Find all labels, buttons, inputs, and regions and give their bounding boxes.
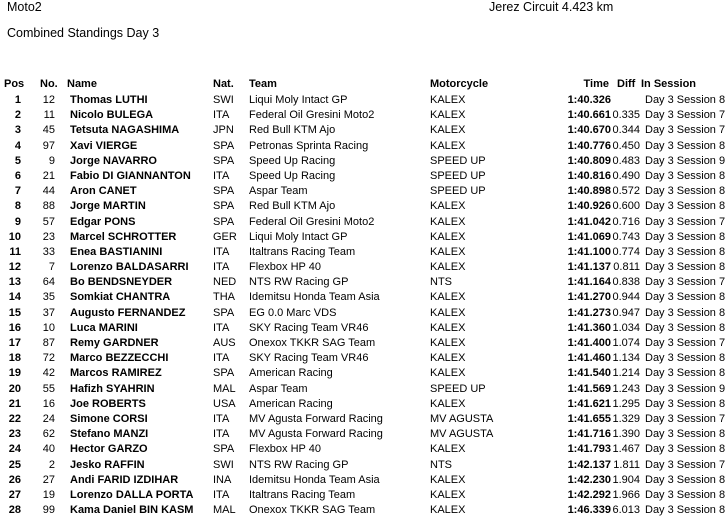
cell-time: 1:41.569	[567, 382, 611, 395]
cell-session: Day 3 Session 9	[645, 154, 726, 167]
cell-diff: 0.743	[612, 230, 640, 243]
cell-pos: 16	[8, 321, 21, 334]
cell-pos: 20	[8, 382, 21, 395]
cell-motorcycle: KALEX	[430, 124, 466, 137]
cell-no: 35	[42, 291, 55, 304]
cell-pos: 26	[8, 473, 21, 486]
table-row	[0, 290, 728, 305]
cell-team: Italtrans Racing Team	[249, 245, 356, 258]
table-row	[0, 275, 728, 290]
cell-no: 27	[42, 473, 55, 486]
cell-session: Day 3 Session 8	[645, 443, 726, 456]
cell-time: 1:42.137	[567, 458, 611, 471]
series-title: Moto2	[7, 0, 42, 14]
cell-session: Day 3 Session 7	[645, 458, 726, 471]
cell-nat: SPA	[213, 185, 235, 198]
cell-motorcycle: MV AGUSTA	[430, 428, 494, 441]
cell-team: Red Bull KTM Ajo	[249, 124, 336, 137]
cell-name: Hector GARZO	[70, 443, 148, 456]
cell-session: Day 3 Session 8	[645, 352, 726, 365]
col-motorcycle-header: Motorcycle	[430, 78, 489, 90]
cell-time: 1:42.230	[567, 473, 611, 486]
col-time-header: Time	[583, 78, 609, 90]
col-diff-header: Diff	[617, 78, 636, 90]
cell-diff: 1.134	[612, 352, 640, 365]
cell-name: Stefano MANZI	[70, 428, 149, 441]
cell-team: SKY Racing Team VR46	[249, 321, 369, 334]
circuit-info: Jerez Circuit 4.423 km	[489, 0, 614, 14]
cell-name: Enea BASTIANINI	[70, 245, 163, 258]
table-row	[0, 503, 728, 518]
cell-motorcycle: KALEX	[430, 397, 466, 410]
cell-time: 1:41.042	[567, 215, 611, 228]
col-team-header: Team	[249, 78, 277, 90]
cell-pos: 25	[8, 458, 21, 471]
cell-diff: 0.335	[612, 109, 640, 122]
table-row	[0, 108, 728, 123]
cell-motorcycle: KALEX	[430, 139, 466, 152]
cell-time: 1:40.326	[567, 94, 611, 106]
cell-diff: 0.600	[612, 200, 640, 213]
table-row	[0, 473, 728, 488]
cell-time: 1:40.670	[567, 124, 611, 137]
cell-no: 37	[42, 306, 55, 319]
cell-no: 21	[42, 169, 55, 182]
cell-no: 2	[48, 458, 55, 471]
cell-nat: SPA	[213, 306, 235, 319]
table-row	[0, 93, 728, 108]
cell-diff: 1.467	[612, 443, 640, 456]
cell-no: 33	[42, 245, 55, 258]
col-name-header: Name	[67, 78, 97, 90]
cell-diff: 0.572	[612, 185, 640, 198]
cell-pos: 22	[8, 412, 21, 425]
cell-nat: THA	[213, 291, 235, 304]
cell-time: 1:40.776	[567, 139, 611, 152]
cell-pos: 6	[14, 169, 21, 182]
cell-diff: 0.490	[612, 169, 640, 182]
cell-name: Simone CORSI	[70, 412, 148, 425]
cell-nat: SPA	[213, 215, 235, 228]
cell-name: Marcel SCHROTTER	[70, 230, 177, 243]
cell-diff: 0.774	[612, 245, 640, 258]
cell-motorcycle: KALEX	[430, 94, 466, 106]
cell-no: 9	[48, 154, 55, 167]
cell-pos: 28	[8, 504, 21, 517]
cell-motorcycle: KALEX	[430, 443, 466, 456]
cell-team: Petronas Sprinta Racing	[249, 139, 369, 152]
cell-session: Day 3 Session 8	[645, 230, 726, 243]
cell-diff: 1.811	[613, 458, 640, 471]
cell-no: 97	[42, 139, 55, 152]
table-row	[0, 412, 728, 427]
cell-name: Marcos RAMIREZ	[70, 367, 162, 380]
cell-name: Jorge MARTIN	[70, 200, 146, 213]
cell-diff: 1.390	[612, 428, 640, 441]
cell-team: Idemitsu Honda Team Asia	[249, 291, 380, 304]
cell-nat: SWI	[213, 94, 234, 106]
cell-time: 1:41.273	[567, 306, 611, 319]
cell-nat: MAL	[213, 504, 236, 517]
cell-team: Aspar Team	[249, 185, 308, 198]
table-row	[0, 169, 728, 184]
cell-no: 64	[42, 276, 55, 289]
cell-team: NTS RW Racing GP	[249, 276, 349, 289]
cell-motorcycle: KALEX	[430, 321, 466, 334]
cell-diff: 0.483	[612, 154, 640, 167]
table-header	[0, 76, 728, 92]
cell-session: Day 3 Session 7	[645, 412, 726, 425]
cell-name: Marco BEZZECCHI	[70, 352, 169, 365]
table-row	[0, 321, 728, 336]
cell-session: Day 3 Session 8	[645, 367, 726, 380]
cell-nat: SPA	[213, 154, 235, 167]
cell-time: 1:41.621	[567, 397, 611, 410]
cell-time: 1:41.100	[567, 245, 611, 258]
cell-motorcycle: NTS	[430, 458, 452, 471]
table-row	[0, 230, 728, 245]
cell-pos: 19	[8, 367, 21, 380]
cell-session: Day 3 Session 7	[645, 109, 726, 122]
cell-team: Federal Oil Gresini Moto2	[249, 109, 375, 122]
cell-name: Hafizh SYAHRIN	[70, 382, 155, 395]
cell-motorcycle: KALEX	[430, 200, 466, 213]
cell-pos: 18	[8, 352, 21, 365]
cell-name: Lorenzo BALDASARRI	[70, 261, 189, 274]
cell-no: 99	[42, 504, 55, 517]
cell-time: 1:41.270	[567, 291, 611, 304]
cell-motorcycle: KALEX	[430, 337, 466, 349]
cell-motorcycle: KALEX	[430, 109, 466, 122]
cell-session: Day 3 Session 8	[645, 306, 726, 319]
cell-pos: 3	[14, 124, 21, 137]
cell-time: 1:41.400	[567, 337, 611, 349]
cell-name: Jesko RAFFIN	[70, 458, 145, 471]
cell-nat: ITA	[213, 261, 230, 274]
cell-diff: 1.034	[612, 321, 640, 334]
cell-pos: 2	[14, 109, 21, 122]
table-row	[0, 154, 728, 169]
cell-time: 1:41.137	[567, 261, 611, 274]
cell-time: 1:42.292	[567, 488, 611, 501]
cell-nat: ITA	[213, 488, 230, 501]
cell-diff: 1.966	[612, 488, 640, 501]
cell-motorcycle: KALEX	[430, 215, 466, 228]
cell-name: Lorenzo DALLA PORTA	[70, 488, 194, 501]
cell-diff: 0.944	[612, 291, 640, 304]
cell-name: Luca MARINI	[70, 321, 138, 334]
cell-team: NTS RW Racing GP	[249, 458, 349, 471]
cell-team: Liqui Moly Intact GP	[249, 94, 348, 106]
cell-nat: ITA	[213, 352, 230, 365]
cell-name: Jorge NAVARRO	[70, 154, 157, 167]
cell-team: MV Agusta Forward Racing	[249, 412, 383, 425]
cell-no: 11	[43, 109, 55, 122]
cell-motorcycle: KALEX	[430, 367, 466, 380]
cell-time: 1:40.816	[567, 169, 611, 182]
cell-nat: GER	[213, 230, 237, 243]
cell-name: Edgar PONS	[70, 215, 136, 228]
cell-team: EG 0.0 Marc VDS	[249, 306, 337, 319]
cell-pos: 7	[14, 185, 21, 198]
cell-no: 42	[42, 367, 55, 380]
cell-team: Red Bull KTM Ajo	[249, 200, 336, 213]
cell-diff: 0.947	[612, 306, 640, 319]
cell-team: Flexbox HP 40	[249, 261, 321, 274]
cell-no: 7	[48, 261, 55, 274]
col-session-header: In Session	[641, 78, 697, 90]
cell-pos: 9	[14, 215, 21, 228]
table-row	[0, 306, 728, 321]
cell-no: 57	[42, 215, 55, 228]
cell-motorcycle: KALEX	[430, 488, 466, 501]
cell-pos: 23	[8, 428, 21, 441]
cell-no: 23	[42, 230, 55, 243]
cell-name: Fabio DI GIANNANTON	[70, 169, 191, 182]
table-row	[0, 488, 728, 503]
cell-pos: 10	[8, 230, 21, 243]
cell-session: Day 3 Session 8	[645, 139, 726, 152]
cell-name: Kama Daniel BIN KASM	[70, 504, 194, 517]
cell-team: Flexbox HP 40	[249, 443, 321, 456]
cell-session: Day 3 Session 8	[645, 488, 726, 501]
cell-team: Liqui Moly Intact GP	[249, 230, 348, 243]
cell-no: 88	[42, 200, 55, 213]
cell-session: Day 3 Session 8	[645, 245, 726, 258]
col-nat-header: Nat.	[213, 78, 234, 90]
table-row	[0, 123, 728, 138]
cell-team: Speed Up Racing	[249, 169, 336, 182]
cell-team: MV Agusta Forward Racing	[249, 428, 383, 441]
cell-motorcycle: SPEED UP	[430, 382, 486, 395]
cell-name: Somkiat CHANTRA	[70, 291, 171, 304]
cell-session: Day 3 Session 8	[645, 185, 726, 198]
cell-name: Andi FARID IZDIHAR	[70, 473, 179, 486]
cell-motorcycle: KALEX	[430, 230, 466, 243]
cell-nat: SWI	[213, 458, 234, 471]
cell-team: Italtrans Racing Team	[249, 488, 356, 501]
cell-team: Federal Oil Gresini Moto2	[249, 215, 375, 228]
cell-no: 16	[42, 397, 55, 410]
cell-pos: 8	[14, 200, 21, 213]
cell-motorcycle: KALEX	[430, 291, 466, 304]
table-row	[0, 184, 728, 199]
cell-session: Day 3 Session 8	[645, 473, 726, 486]
cell-pos: 24	[8, 443, 21, 456]
cell-nat: SPA	[213, 200, 235, 213]
cell-session: Day 3 Session 8	[645, 504, 726, 517]
cell-session: Day 3 Session 8	[645, 397, 726, 410]
cell-diff: 0.716	[612, 215, 640, 228]
cell-no: 72	[42, 352, 55, 365]
cell-motorcycle: SPEED UP	[430, 169, 486, 182]
table-row	[0, 215, 728, 230]
cell-session: Day 3 Session 7	[645, 276, 726, 289]
table-row	[0, 245, 728, 260]
standings-table	[0, 93, 728, 518]
cell-name: Xavi VIERGE	[70, 139, 138, 152]
standings-subtitle: Combined Standings Day 3	[7, 26, 160, 40]
cell-session: Day 3 Session 8	[645, 291, 726, 304]
cell-nat: AUS	[213, 337, 236, 349]
table-row	[0, 199, 728, 214]
cell-motorcycle: NTS	[430, 276, 452, 289]
cell-pos: 15	[8, 306, 21, 319]
cell-no: 10	[42, 321, 55, 334]
cell-time: 1:40.809	[567, 154, 611, 167]
cell-nat: ITA	[213, 321, 230, 334]
table-row	[0, 139, 728, 154]
table-row	[0, 458, 728, 473]
cell-name: Tetsuta NAGASHIMA	[70, 124, 180, 137]
table-row	[0, 260, 728, 275]
cell-team: Speed Up Racing	[249, 154, 336, 167]
cell-diff: 0.811	[613, 261, 640, 274]
cell-team: Idemitsu Honda Team Asia	[249, 473, 380, 486]
cell-team: SKY Racing Team VR46	[249, 352, 369, 365]
table-row	[0, 442, 728, 457]
cell-nat: ITA	[213, 245, 230, 258]
cell-session: Day 3 Session 7	[645, 124, 726, 137]
cell-session: Day 3 Session 8	[645, 321, 726, 334]
table-row	[0, 351, 728, 366]
cell-no: 44	[42, 185, 55, 198]
cell-pos: 13	[8, 276, 21, 289]
cell-diff: 6.013	[612, 504, 640, 517]
cell-diff: 1.295	[612, 397, 640, 410]
cell-no: 45	[42, 124, 55, 137]
cell-session: Day 3 Session 9	[645, 382, 726, 395]
cell-motorcycle: SPEED UP	[430, 185, 486, 198]
cell-time: 1:40.898	[567, 185, 611, 198]
cell-session: Day 3 Session 8	[645, 169, 726, 182]
cell-pos: 21	[8, 397, 21, 410]
cell-time: 1:41.716	[567, 428, 611, 441]
cell-diff: 0.344	[612, 124, 640, 137]
cell-nat: SPA	[213, 139, 235, 152]
cell-session: Day 3 Session 7	[645, 215, 726, 228]
cell-pos: 11	[9, 245, 21, 258]
cell-motorcycle: KALEX	[430, 473, 466, 486]
cell-nat: ITA	[213, 169, 230, 182]
cell-motorcycle: MV AGUSTA	[430, 412, 494, 425]
cell-diff: 0.838	[612, 276, 640, 289]
cell-pos: 4	[14, 139, 21, 152]
cell-name: Augusto FERNANDEZ	[70, 306, 186, 319]
cell-motorcycle: SPEED UP	[430, 154, 486, 167]
col-no-header: No.	[40, 78, 58, 90]
cell-pos: 5	[14, 154, 21, 167]
cell-team: Aspar Team	[249, 382, 308, 395]
cell-name: Thomas LUTHI	[70, 94, 148, 106]
cell-team: American Racing	[249, 367, 333, 380]
cell-team: Onexox TKKR SAG Team	[249, 337, 376, 349]
cell-diff: 0.450	[612, 139, 640, 152]
cell-time: 1:41.540	[567, 367, 611, 380]
table-row	[0, 366, 728, 381]
cell-pos: 27	[8, 488, 21, 501]
cell-time: 1:41.069	[567, 230, 611, 243]
cell-nat: USA	[213, 397, 236, 410]
cell-team: Onexox TKKR SAG Team	[249, 504, 376, 517]
cell-name: Joe ROBERTS	[70, 397, 146, 410]
cell-motorcycle: KALEX	[430, 261, 466, 274]
cell-pos: 17	[8, 337, 21, 349]
cell-nat: MAL	[213, 382, 236, 395]
cell-diff: 1.074	[612, 337, 640, 349]
cell-no: 12	[42, 94, 55, 106]
cell-name: Aron CANET	[70, 185, 137, 198]
cell-nat: SPA	[213, 367, 235, 380]
cell-time: 1:41.164	[567, 276, 611, 289]
cell-no: 19	[42, 488, 55, 501]
cell-time: 1:41.655	[567, 412, 611, 425]
table-row	[0, 382, 728, 397]
cell-time: 1:41.360	[567, 321, 611, 334]
cell-nat: SPA	[213, 443, 235, 456]
cell-time: 1:41.793	[567, 443, 611, 456]
cell-no: 40	[42, 443, 55, 456]
table-row	[0, 427, 728, 442]
cell-motorcycle: KALEX	[430, 306, 466, 319]
cell-no: 62	[42, 428, 55, 441]
table-row	[0, 336, 728, 351]
cell-diff: 1.904	[612, 473, 640, 486]
cell-no: 87	[42, 337, 55, 349]
cell-session: Day 3 Session 8	[645, 261, 726, 274]
cell-motorcycle: KALEX	[430, 245, 466, 258]
cell-session: Day 3 Session 8	[645, 94, 726, 106]
cell-team: American Racing	[249, 397, 333, 410]
cell-time: 1:41.460	[567, 352, 611, 365]
cell-name: Remy GARDNER	[70, 337, 159, 349]
cell-session: Day 3 Session 7	[645, 337, 726, 349]
cell-nat: NED	[213, 276, 237, 289]
cell-time: 1:40.661	[567, 109, 611, 122]
cell-nat: ITA	[213, 109, 230, 122]
cell-no: 24	[42, 412, 55, 425]
table-row	[0, 397, 728, 412]
cell-diff: 1.214	[612, 367, 640, 380]
cell-no: 55	[42, 382, 55, 395]
cell-pos: 1	[14, 94, 21, 106]
col-pos-header: Pos	[4, 78, 25, 90]
cell-time: 1:46.339	[567, 504, 611, 517]
cell-motorcycle: KALEX	[430, 352, 466, 365]
cell-session: Day 3 Session 8	[645, 428, 726, 441]
cell-name: Nicolo BULEGA	[70, 109, 154, 122]
cell-pos: 12	[8, 261, 21, 274]
cell-nat: ITA	[213, 428, 230, 441]
cell-diff: 1.243	[612, 382, 640, 395]
cell-nat: JPN	[213, 124, 234, 137]
cell-nat: INA	[213, 473, 232, 486]
cell-name: Bo BENDSNEYDER	[70, 276, 173, 289]
cell-session: Day 3 Session 8	[645, 200, 726, 213]
cell-pos: 14	[8, 291, 21, 304]
cell-nat: ITA	[213, 412, 230, 425]
cell-motorcycle: KALEX	[430, 504, 466, 517]
cell-time: 1:40.926	[567, 200, 611, 213]
cell-diff: 1.329	[612, 412, 640, 425]
